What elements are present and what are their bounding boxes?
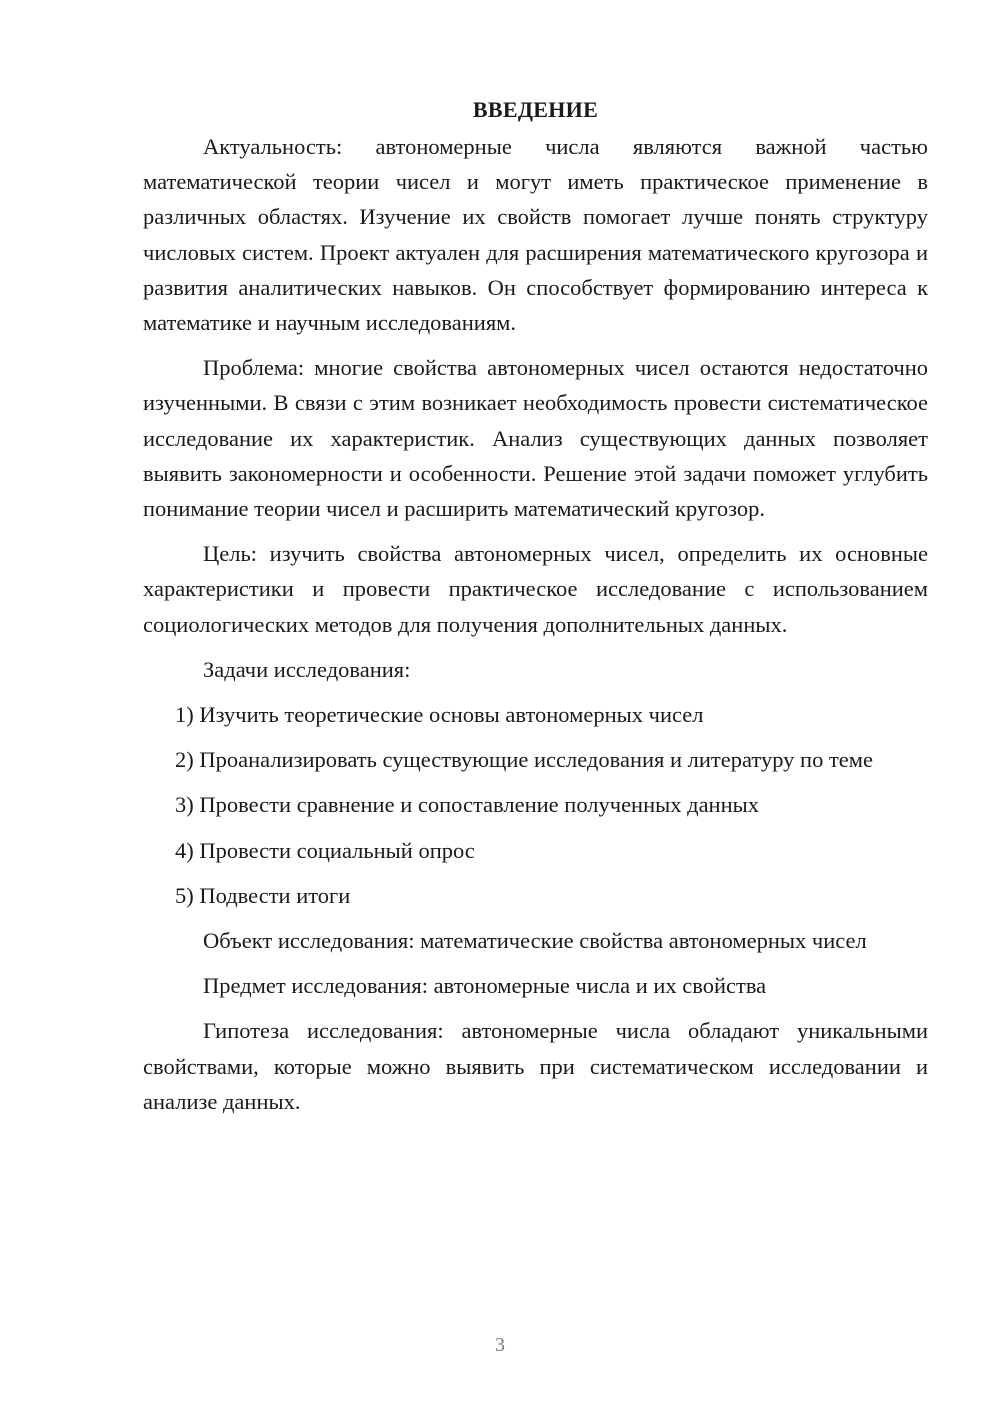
section-title: ВВЕДЕНИЕ xyxy=(472,97,599,122)
paragraph-subject: Предмет исследования: автономерные числа и их свойства xyxy=(203,973,767,999)
tasks-heading: Задачи исследования: xyxy=(203,656,411,682)
paragraph-problem: Проблема: многие свойства автономерных чисел остаются недостаточно изученными. В связи с этим возникает необходимость провести систематическое исследование их характеристик. Анализ существующих данных позволяет выявить закономерности и особенности. Решение этой задачи поможет углубить понимание теории чисел и расширить математический кругозор. xyxy=(143,355,928,522)
paragraph-goal: Цель: изучить свойства автономерных чисел, определить их основные характеристики и провести практическое исследование с использованием социологических методов для получения дополнительных данных. xyxy=(143,541,928,637)
paragraph-hypothesis: Гипотеза исследования: автономерные числа обладают уникальными свойствами, которые можно выявить при систематическом исследовании и анализе данных. xyxy=(143,1018,928,1114)
paragraph-relevance: Актуальность: автономерные числа являются важной частью математической теории чисел и могут иметь практическое применение в различных областях. Изучение их свойств помогает лучше понять структуру числовых систем. Проект актуален для расширения математического кругозора и развития аналитических навыков. Он способствует формированию интереса к математике и научным исследованиям. xyxy=(143,134,928,336)
task-item-2: 2) Проанализировать существующие исследования и литературу по теме xyxy=(175,747,873,773)
task-item-5: 5) Подвести итоги xyxy=(175,882,351,908)
page-content xyxy=(143,92,928,1129)
paragraph-object: Объект исследования: математические свойства автономерных чисел xyxy=(203,928,867,954)
task-item-3: 3) Провести сравнение и сопоставление полученных данных xyxy=(175,792,760,818)
task-item-1: 1) Изучить теоретические основы автономерных чисел xyxy=(175,702,704,728)
task-item-4: 4) Провести социальный опрос xyxy=(175,837,475,863)
page-number: 3 xyxy=(495,1334,505,1356)
